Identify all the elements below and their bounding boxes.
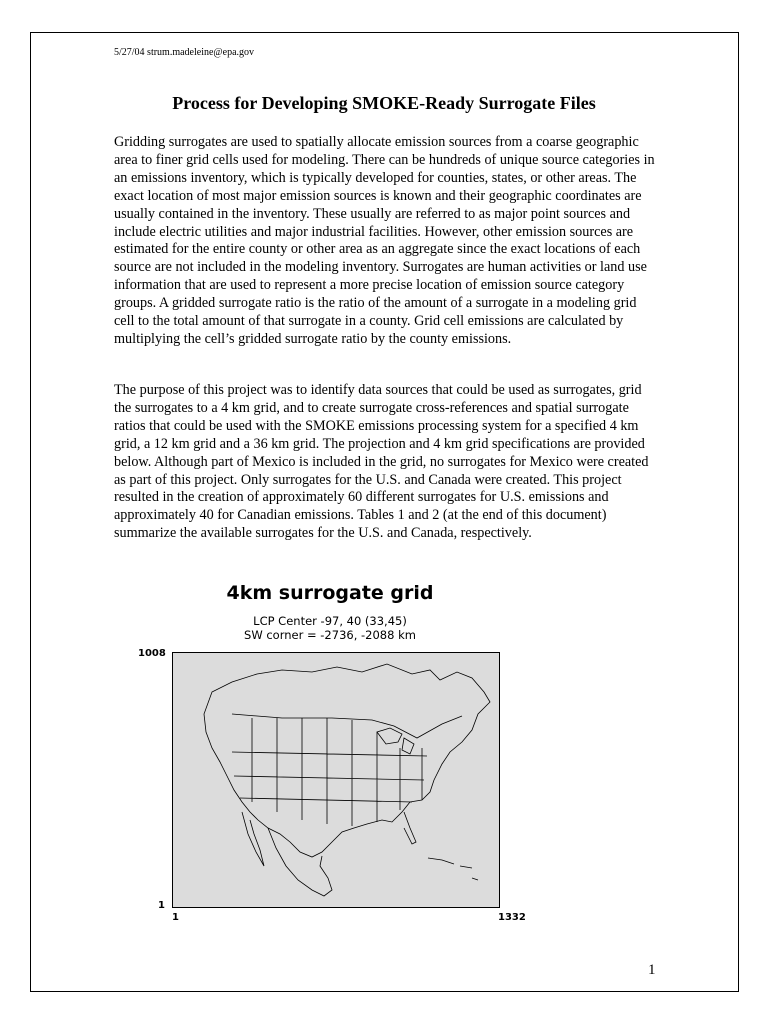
page-number: 1: [648, 962, 656, 978]
figure-sw-corner: SW corner = -2736, -2088 km: [244, 628, 416, 642]
x-axis-min-label: 1: [172, 912, 179, 923]
map-background: [173, 653, 500, 908]
header-date-email: 5/27/04 strum.madeleine@epa.gov: [114, 47, 255, 58]
figure-title: 4km surrogate grid: [226, 582, 434, 604]
y-axis-min-label: 1: [158, 900, 165, 911]
y-axis-max-label: 1008: [138, 648, 166, 659]
surrogate-grid-figure: [120, 578, 540, 933]
figure-lcp-center: LCP Center -97, 40 (33,45): [253, 614, 407, 628]
paragraph-intro: Gridding surrogates are used to spatially allocate emission sources from a coarse geographic area to finer grid cells used for modeling. There can be hundreds of unique source categories in an emissions inventory, which is typically developed for counties, states, or other areas. The exact location of most major emission sources is known and their geographic coordinates are usually contained in the inventory. These usually are referred to as major point sources and include electric utilities and major industrial facilities. However, other emission sources are estimated for the entire county or other area as an aggregate since the exact locations of each source are not included in the modeling inventory. Surrogates are human activities or land use information that are used to represent a more precise location of emission source category groups. A gridded surrogate ratio is the ratio of the amount of a surrogate in a modeling grid cell to the total amount of that surrogate in a county. Grid cell emissions are calculated by multiplying the cell’s gridded surrogate ratio by the county emissions.: [114, 134, 655, 347]
document-title: Process for Developing SMOKE-Ready Surrogate Files: [172, 93, 596, 113]
x-axis-max-label: 1332: [498, 912, 526, 923]
north-america-grid-map: [172, 652, 500, 908]
paragraph-purpose: The purpose of this project was to identify data sources that could be used as surrogates, grid the surrogates to a 4 km grid, and to create surrogate cross-references and spatial surrogate ratios that could be used with the SMOKE emissions processing system for a specified 4 km grid, a 12 km grid and a 36 km grid. The projection and 4 km grid specifications are provided below. Although part of Mexico is included in the grid, no surrogates for Mexico were created as part of this project. Only surrogates for the U.S. and Canada were created. This project resulted in the creation of approximately 60 different surrogates for U.S. emissions and approximately 40 for Canadian emissions. Tables 1 and 2 (at the end of this document) summarize the available surrogates for the U.S. and Canada, respectively.: [114, 382, 649, 542]
